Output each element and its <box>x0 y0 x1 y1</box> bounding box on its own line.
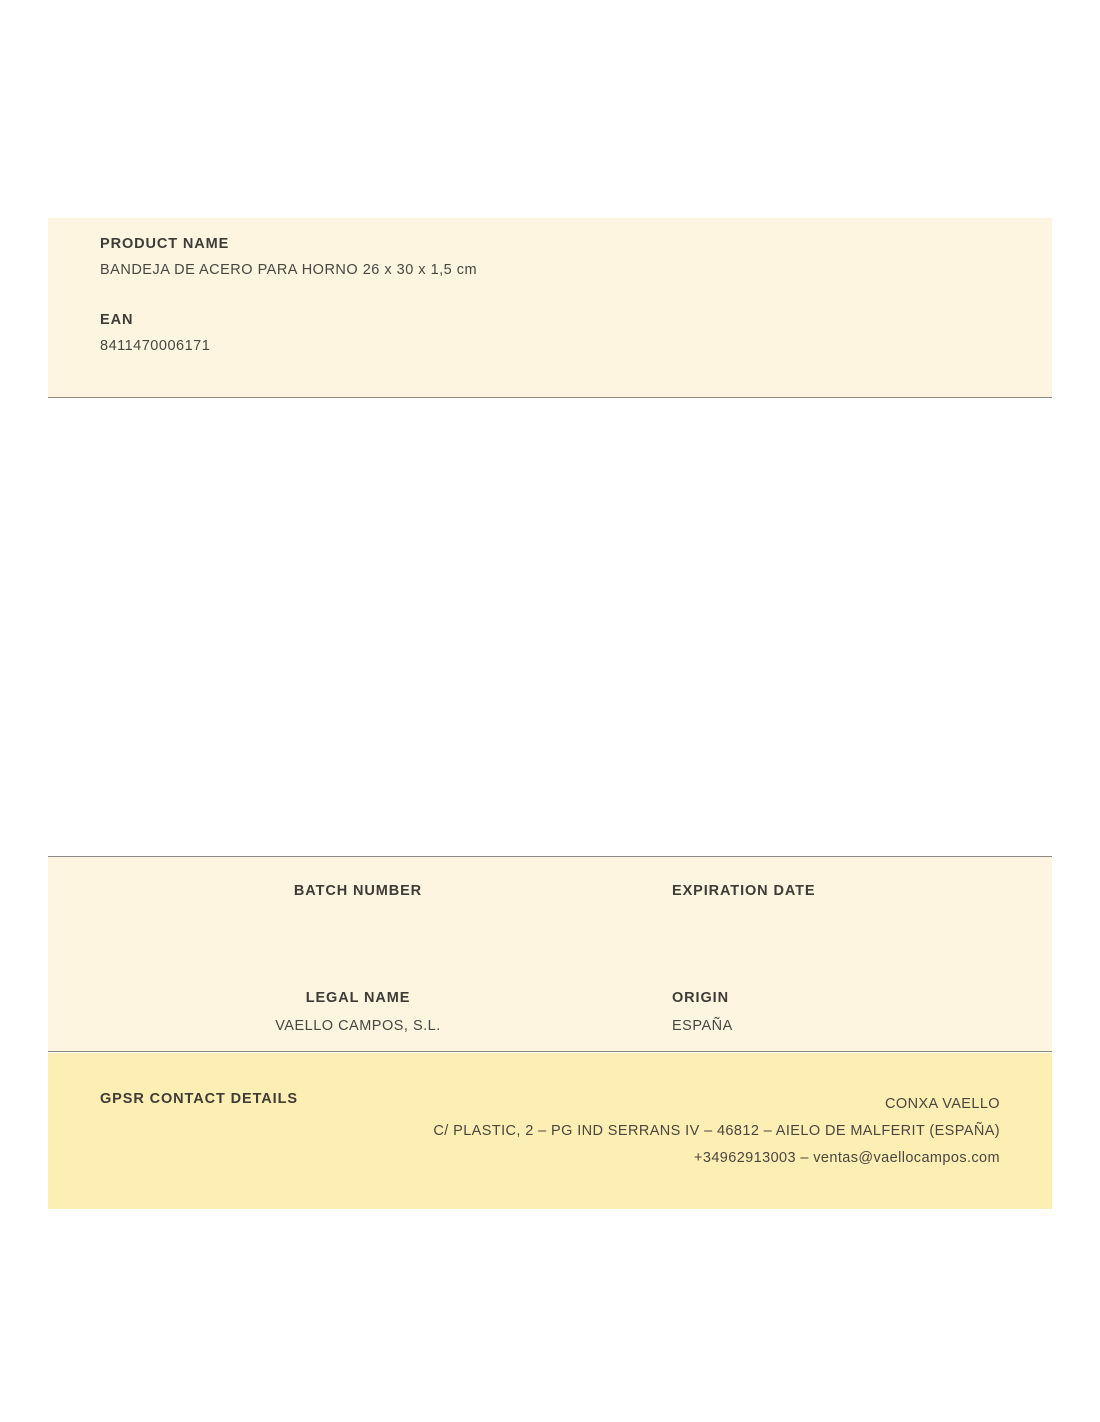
origin-value: ESPAÑA <box>672 1018 733 1034</box>
legal-name-value: VAELLO CAMPOS, S.L. <box>275 1018 441 1034</box>
batch-expiration-row <box>48 857 1052 928</box>
gpsr-contact-phone-email: +34962913003 – ventas@vaellocampos.com <box>693 1149 1000 1166</box>
origin-cell <box>668 990 1052 1035</box>
batch-number-value <box>48 911 668 928</box>
legal-name-label: LEGAL NAME <box>305 990 411 1006</box>
origin-label: ORIGIN <box>672 990 729 1006</box>
product-info-block <box>48 218 1052 398</box>
legal-origin-row <box>48 928 1052 1035</box>
gpsr-contact-block <box>48 1053 1052 1209</box>
ean-label: EAN <box>100 312 134 328</box>
field-gap <box>100 278 1000 312</box>
batch-number-label: BATCH NUMBER <box>293 883 423 899</box>
batch-number-cell <box>48 883 668 928</box>
gpsr-contact-person: CONXA VAELLO <box>885 1096 1000 1112</box>
traceability-block <box>48 856 1052 1052</box>
gpsr-contact-label: GPSR CONTACT DETAILS <box>100 1091 298 1107</box>
gpsr-contact-address: C/ PLASTIC, 2 – PG IND SERRANS IV – 46812 – AIELO DE MALFERIT (ESPAÑA) <box>433 1122 1000 1139</box>
legal-name-cell <box>48 990 668 1035</box>
ean-value: 8411470006171 <box>100 338 211 354</box>
blank-content-area <box>48 398 1052 856</box>
expiration-date-label: EXPIRATION DATE <box>672 883 816 899</box>
expiration-date-value <box>672 911 1052 928</box>
product-name-label: PRODUCT NAME <box>100 236 230 252</box>
expiration-date-cell <box>668 883 1052 928</box>
product-name-value: BANDEJA DE ACERO PARA HORNO 26 x 30 x 1,5 cm <box>100 262 478 278</box>
